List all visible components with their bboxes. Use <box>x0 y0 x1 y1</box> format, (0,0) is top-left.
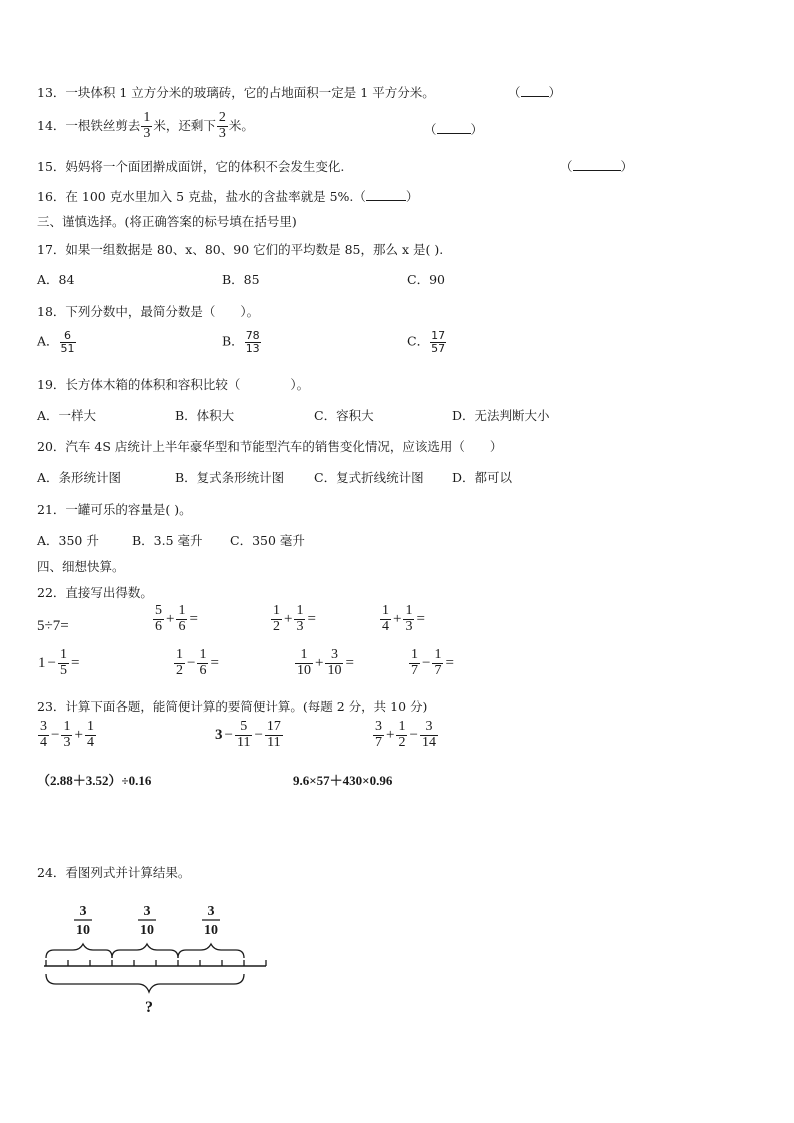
question-24: 24．看图列式并计算结果。 <box>37 865 191 880</box>
question-21: 21．一罐可乐的容量是( )。 <box>37 502 192 517</box>
section-3-heading: 三、谨慎选择。(将正确答案的标号填在括号里) <box>37 214 297 229</box>
segment-label-3-den: 10 <box>204 923 218 938</box>
q14-answer-paren[interactable]: （ ） <box>424 122 484 137</box>
q22-expr-8: $\frac{1}{7}$ − $\frac{1}{7}$ = <box>411 647 454 678</box>
q22-expr-2: $\frac{5}{6}$ + $\frac{1}{6}$ = <box>155 603 198 634</box>
q20-option-d[interactable]: D．都可以 <box>452 470 513 485</box>
q18-option-b[interactable]: B． $\frac{78}{13}$ <box>222 329 260 355</box>
section-4-heading: 四、细想快算。 <box>37 559 125 574</box>
fraction: $\frac{6}{51}$ <box>60 329 75 355</box>
question-16: 16．在 100 克水里加入 5 克盐，盐水的含盐率就是 5%.（ ） <box>37 189 419 204</box>
q19-option-d[interactable]: D．无法判断大小 <box>452 408 550 423</box>
question-17: 17．如果一组数据是 80、x、80、90 它们的平均数是 85，那么 x 是( ). <box>37 242 444 257</box>
q19-option-c[interactable]: C．容积大 <box>314 408 374 423</box>
question-20: 20．汽车 4S 店统计上半年豪华型和节能型汽车的销售变化情况，应该选用（ ） <box>37 439 503 454</box>
q20-option-c[interactable]: C．复式折线统计图 <box>314 470 424 485</box>
q22-expr-1: 5÷7= <box>37 618 69 634</box>
q13-answer-paren[interactable]: （ ） <box>508 85 562 100</box>
question-22: 22．直接写出得数。 <box>37 585 153 600</box>
segment-label-2-den: 10 <box>140 923 154 938</box>
q22-expr-4: $\frac{1}{4}$ + $\frac{1}{3}$ = <box>382 603 425 634</box>
q22-expr-5: 1 − $\frac{1}{5}$ = <box>38 647 80 678</box>
q15-answer-paren[interactable]: （ ） <box>560 159 634 174</box>
q22-expr-6: $\frac{1}{2}$ − $\frac{1}{6}$ = <box>176 647 219 678</box>
q23-expr-4: （2.88＋3.52）÷0.16 <box>37 773 152 788</box>
q23-expr-5: 9.6×57＋430×0.96 <box>293 773 393 788</box>
q22-expr-7: $\frac{1}{10}$ + $\frac{3}{10}$ = <box>297 647 354 678</box>
q20-option-b[interactable]: B．复式条形统计图 <box>175 470 285 485</box>
fraction: $\frac{2}{3}$ <box>218 110 226 141</box>
fraction: $\frac{1}{3}$ <box>143 110 151 141</box>
q19-option-b[interactable]: B．体积大 <box>175 408 235 423</box>
q21-option-c[interactable]: C．350 毫升 <box>230 533 305 548</box>
q17-option-a[interactable]: A．84 <box>37 272 75 287</box>
segment-label-3-num: 3 <box>207 904 215 919</box>
question-23: 23．计算下面各题，能简便计算的要简便计算。(每题 2 分，共 10 分) <box>37 699 428 714</box>
q21-option-a[interactable]: A．350 升 <box>37 533 99 548</box>
q23-expr-1: $\frac{3}{4}$ − $\frac{1}{3}$ + $\frac{1}{4}$ <box>40 719 94 750</box>
q16-answer-blank[interactable] <box>366 188 406 201</box>
q18-option-c[interactable]: C． $\frac{17}{57}$ <box>407 329 446 355</box>
brace-top-3 <box>178 944 244 958</box>
q19-option-a[interactable]: A．一样大 <box>37 408 97 423</box>
q22-expr-3: $\frac{1}{2}$ + $\frac{1}{3}$ = <box>273 603 316 634</box>
question-15: 15．妈妈将一个面团擀成面饼，它的体积不会发生变化. <box>37 159 345 174</box>
brace-bottom <box>46 974 244 992</box>
q18-option-a[interactable]: A． $\frac{6}{51}$ <box>37 329 75 355</box>
q21-option-b[interactable]: B．3.5 毫升 <box>132 533 203 548</box>
segment-label-2-num: 3 <box>143 904 151 919</box>
segment-label-1-num: 3 <box>79 904 87 919</box>
q20-option-a[interactable]: A．条形统计图 <box>37 470 122 485</box>
q23-expr-3: $\frac{3}{7}$ + $\frac{1}{2}$ − $\frac{3}{14}$ <box>375 719 436 750</box>
q17-option-b[interactable]: B．85 <box>222 272 260 287</box>
question-13 <box>37 83 435 101</box>
brace-top-1 <box>46 944 112 958</box>
q13-text: 13．一块体积 1 立方分米的玻璃砖，它的占地面积一定是 1 平方分米。 <box>37 85 435 100</box>
fraction: $\frac{78}{13}$ <box>245 329 260 355</box>
q24-diagram <box>40 900 280 1020</box>
question-14: 14．一根铁丝剪去 $\frac{1}{3}$ 米，还剩下 $\frac{2}{3}$ 米。 <box>37 110 254 141</box>
brace-top-2 <box>112 944 178 958</box>
question-19: 19．长方体木箱的体积和容积比较（ ）。 <box>37 377 310 392</box>
question-mark: ? <box>145 999 153 1016</box>
fraction: $\frac{17}{57}$ <box>431 329 446 355</box>
segment-label-1-den: 10 <box>76 923 90 938</box>
question-18: 18．下列分数中，最简分数是（ ）。 <box>37 304 260 319</box>
q23-expr-2: 3 − $\frac{5}{11}$ − $\frac{17}{11}$ <box>215 719 281 750</box>
q17-option-c[interactable]: C．90 <box>407 272 445 287</box>
